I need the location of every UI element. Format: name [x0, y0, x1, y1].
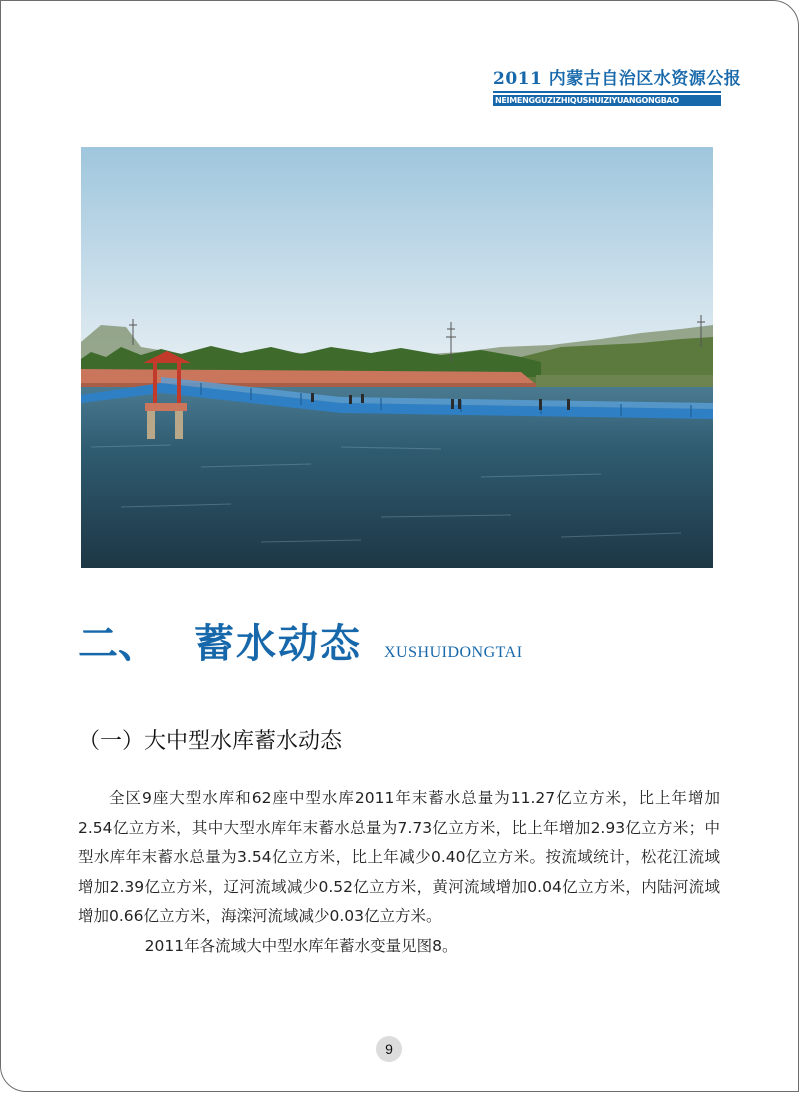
section-title: 蓄水动态 [194, 620, 362, 667]
header-divider [493, 91, 721, 93]
report-subtitle: NEIMENGGUZIZHIQUSHUIZIYUANGONGBAO [493, 95, 721, 106]
subsection-title: （一）大中型水库蓄水动态 [78, 729, 343, 754]
report-header [493, 64, 742, 106]
reservoir-photo [81, 147, 713, 568]
paragraph: 全区9座大型水库和62座中型水库2011年末蓄水总量为11.27亿立方米，比上年增加2.54亿立方米，其中大型水库年末蓄水总量为7.73亿立方米，比上年增加2.93亿立方米；中型水库年末蓄水总量为3.54亿立方米，比上年减少0.40亿立方米。按流域统计，松花江流域增加2.39亿立方米，辽河流域减少0.52亿立方米，黄河流域增加0.04亿立方米，内陆河流域增加0.66亿立方米，海滦河流域减少0.03亿立方米。 [78, 789, 720, 925]
body-text [78, 784, 720, 961]
report-title: 2011 内蒙古自治区水资源公报 [493, 69, 742, 89]
section-number: 二、 [78, 620, 158, 667]
page-number: 9 [376, 1036, 402, 1062]
paragraph: 2011年各流域大中型水库年蓄水变量见图8。 [144, 936, 458, 955]
section-pinyin: XUSHUIDONGTAI [384, 644, 523, 661]
section-heading [78, 612, 523, 669]
